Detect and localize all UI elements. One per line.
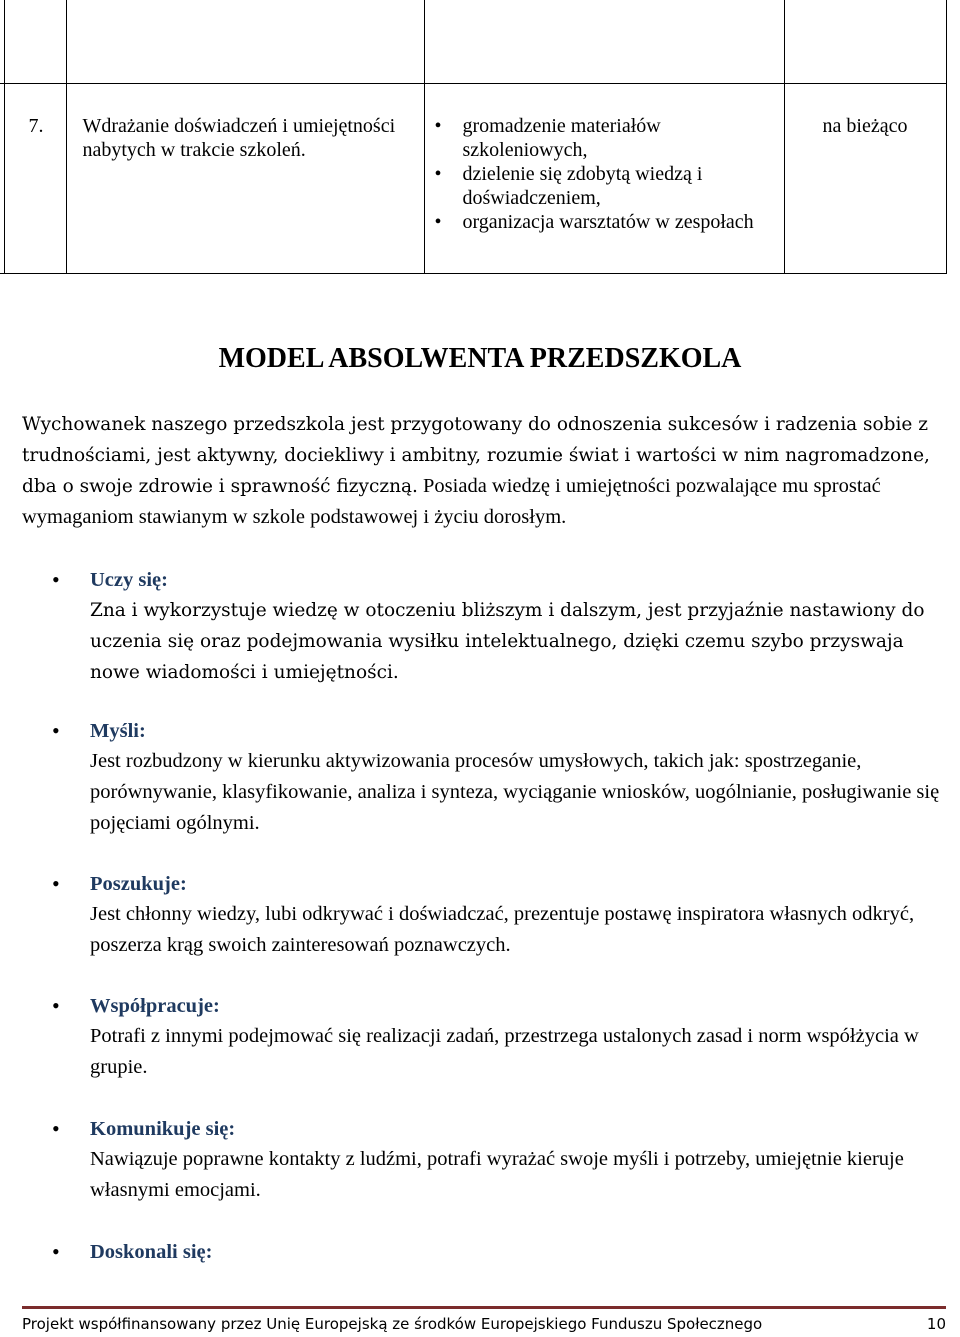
list-item-text: organizacja warsztatów w zespołach	[462, 211, 754, 233]
bullet-icon: •	[52, 567, 60, 592]
table-row	[0, 84, 946, 274]
table-cell	[66, 0, 424, 84]
table-row-top	[0, 0, 946, 84]
section-text: Potrafi z innymi podejmować się realizacji zadań, przestrzega ustalonych zasad i norm współżycia w grupie.	[90, 1025, 919, 1078]
section-title: Myśli:	[90, 720, 146, 742]
action-list	[435, 114, 780, 234]
list-item-text: dzielenie się zdobytą wiedzą i doświadczeniem,	[462, 163, 703, 209]
section-title: Współpracuje:	[90, 995, 220, 1017]
footer-text: Projekt współfinansowany przez Unię Europejską ze środków Europejskiego Funduszu Społecznego	[22, 1315, 763, 1333]
section-text: Nawiązuje poprawne kontakty z ludźmi, potrafi wyrażać swoje myśli i potrzeby, umiejętnie kieruje własnymi emocjami.	[90, 1148, 904, 1201]
page-number: 10	[926, 1315, 946, 1333]
bullet-icon: •	[434, 163, 442, 185]
section-title: Komunikuje się:	[90, 1118, 236, 1140]
table-cell	[784, 0, 946, 84]
table-cell	[424, 0, 784, 84]
list-item	[435, 162, 780, 210]
intro-text-part1: Wychowanek naszego przedszkola jest przygotowany do odnoszenia sukcesów i radzenia sobie z trudnościami, jest aktywny, dociekliwy i ambitny, rozumie świat i wartości w nim nagromadzone, dba o swoje zdrowie i sprawność fizyczną.	[22, 414, 930, 497]
section-cooperates	[52, 991, 940, 1083]
intro-text-part2: Posiada wiedzę i umiejętności pozwalające mu sprostać wymaganiom stawianym w szkole podstawowej i życiu dorosłym.	[22, 475, 881, 528]
section-improves	[52, 1237, 940, 1267]
bullet-icon: •	[434, 211, 442, 233]
activities-table	[0, 0, 947, 274]
section-text: Zna i wykorzystuje wiedzę w otoczeniu bliższym i dalszym, jest przyjaźnie nastawiony do uczenia się oraz podejmowania wysiłku intelektualnego, dzięki czemu szybo przyswaja nowe wiadomości i umiejętności.	[90, 600, 925, 683]
bullet-icon: •	[52, 718, 60, 743]
section-thinks	[52, 716, 940, 839]
table-cell	[4, 0, 66, 84]
bullet-icon: •	[52, 993, 60, 1018]
page-footer	[22, 1306, 946, 1336]
section-text: Jest chłonny wiedzy, lubi odkrywać i doświadczać, prezentuje postawę inspiratora własnych odkryć, poszerza krąg swoich zainteresowań poznawczych.	[90, 903, 915, 956]
section-title: Poszukuje:	[90, 873, 187, 895]
section-communicates	[52, 1114, 940, 1206]
bullet-icon: •	[52, 871, 60, 896]
task-title: Wdrażanie doświadczeń i umiejętności nabytych w trakcie szkoleń.	[66, 84, 424, 274]
section-learns	[52, 565, 940, 688]
intro-paragraph	[22, 409, 942, 533]
page-title: MODEL ABSOLWENTA PRZEDSZKOLA	[218, 343, 742, 374]
row-number: 7.	[4, 84, 66, 274]
list-item	[435, 114, 780, 162]
section-title: Uczy się:	[90, 569, 168, 591]
list-item-text: gromadzenie materiałów szkoleniowych,	[462, 115, 661, 161]
bullet-icon: •	[52, 1239, 60, 1264]
list-item	[435, 210, 780, 234]
bullet-icon: •	[52, 1116, 60, 1141]
task-actions	[424, 84, 784, 274]
section-text: Jest rozbudzony w kierunku aktywizowania procesów umysłowych, takich jak: spostrzeganie, porównywanie, klasyfikowanie, analiza i synteza, wyciąganie wniosków, uogólnianie, posługiwanie się pojęciami ogólnymi.	[90, 750, 940, 834]
task-term: na bieżąco	[784, 84, 946, 274]
section-title: Doskonali się:	[90, 1241, 213, 1263]
bullet-icon: •	[434, 115, 442, 137]
section-explores	[52, 869, 940, 961]
